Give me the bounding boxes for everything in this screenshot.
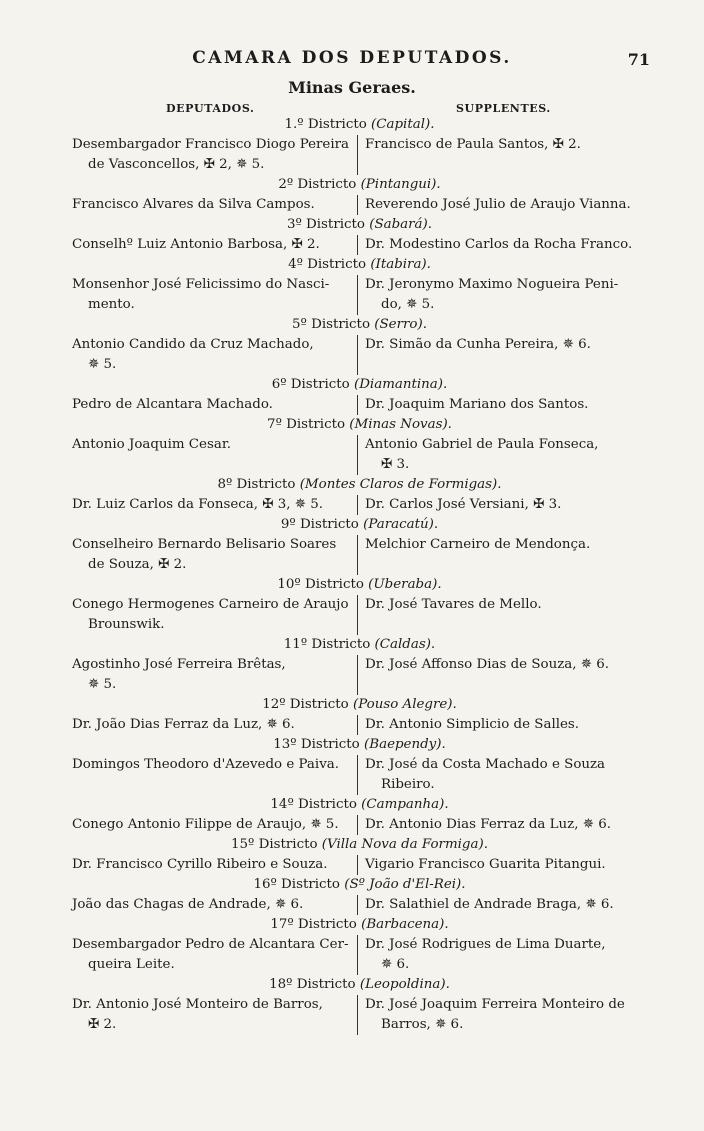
district-name: (Diamantina). — [353, 377, 448, 392]
deputy-line: Dr. João Dias Ferraz da Luz, ✵ 6. — [72, 717, 295, 732]
district-entry — [72, 835, 647, 875]
deputy-cell — [72, 335, 357, 375]
substitute-line: Dr. José Rodrigues de Lima Duarte, — [365, 937, 606, 952]
district-list — [72, 115, 647, 1035]
district-row — [72, 895, 647, 915]
district-heading — [72, 315, 647, 335]
substitute-cell — [357, 995, 647, 1035]
substitute-line: Dr. Jeronymo Maximo Nogueira Peni- — [365, 277, 619, 292]
district-row — [72, 535, 647, 575]
district-heading — [72, 475, 647, 495]
district-row — [72, 655, 647, 695]
district-name: (Barbacena). — [361, 917, 449, 932]
district-number: 15º Districto — [231, 837, 318, 852]
district-heading — [72, 795, 647, 815]
district-name: (Itabira). — [370, 257, 431, 272]
district-row — [72, 195, 647, 215]
deputy-line: João das Chagas de Andrade, ✵ 6. — [72, 897, 304, 912]
deputy-line: Dr. Luiz Carlos da Fonseca, ✠ 3, ✵ 5. — [72, 497, 324, 512]
district-entry — [72, 175, 647, 215]
district-entry — [72, 575, 647, 635]
substitute-line: Dr. José Tavares de Mello. — [365, 597, 542, 612]
district-name: (Leopoldina). — [359, 977, 450, 992]
substitute-line: Dr. Antonio Dias Ferraz da Luz, ✵ 6. — [365, 817, 611, 832]
substitute-line: Dr. Antonio Simplicio de Salles. — [365, 717, 580, 732]
district-entry — [72, 695, 647, 735]
substitute-line: do, ✵ 5. — [381, 297, 435, 312]
district-number: 14º Districto — [270, 797, 357, 812]
page-number: 71 — [627, 50, 650, 69]
deputy-line: Antonio Candido da Cruz Machado, — [72, 337, 314, 352]
district-name: (Montes Claros de Formigas). — [299, 477, 502, 492]
district-row — [72, 815, 647, 835]
district-number: 9º Districto — [280, 517, 359, 532]
running-head — [0, 48, 704, 72]
deputy-cell — [72, 495, 357, 515]
district-heading — [72, 875, 647, 895]
deputy-line: mento. — [88, 297, 135, 312]
district-name: (Baependy). — [364, 737, 446, 752]
district-number: 8º Districto — [217, 477, 296, 492]
district-name: (Sabará). — [369, 217, 433, 232]
deputy-line: Monsenhor José Felicissimo do Nasci- — [72, 277, 330, 292]
district-name: (Paracatú). — [363, 517, 439, 532]
district-row — [72, 395, 647, 415]
substitute-cell — [357, 595, 647, 635]
district-entry — [72, 215, 647, 255]
district-number: 10º Districto — [277, 577, 364, 592]
district-heading — [72, 115, 647, 135]
deputy-cell — [72, 595, 357, 635]
district-number: 6º Districto — [271, 377, 350, 392]
district-row — [72, 435, 647, 475]
district-number: 3º Districto — [286, 217, 365, 232]
district-number: 5º Districto — [292, 317, 371, 332]
district-name: (Campanha). — [361, 797, 449, 812]
substitute-line: Dr. José Affonso Dias de Souza, ✵ 6. — [365, 657, 610, 672]
deputy-line: Desembargador Francisco Diogo Pereira — [72, 137, 350, 152]
substitute-cell — [357, 935, 647, 975]
district-entry — [72, 735, 647, 795]
district-number: 1.º Districto — [284, 117, 367, 132]
district-entry — [72, 975, 647, 1035]
running-title: CAMARA DOS DEPUTADOS. — [192, 48, 512, 68]
deputy-cell — [72, 235, 357, 255]
substitute-cell — [357, 395, 647, 415]
substitute-cell — [357, 895, 647, 915]
district-entry — [72, 255, 647, 315]
deputy-cell — [72, 535, 357, 575]
district-heading — [72, 515, 647, 535]
district-name: (Uberaba). — [368, 577, 442, 592]
district-name: (Pintangui). — [360, 177, 441, 192]
column-heading-substitutes: SUPPLENTES. — [456, 102, 551, 115]
district-heading — [72, 635, 647, 655]
district-entry — [72, 375, 647, 415]
substitute-cell — [357, 195, 647, 215]
deputy-line: Desembargador Pedro de Alcantara Cer- — [72, 937, 349, 952]
district-row — [72, 495, 647, 515]
deputy-line: ✵ 5. — [88, 677, 117, 692]
district-heading — [72, 835, 647, 855]
deputy-cell — [72, 995, 357, 1035]
district-entry — [72, 915, 647, 975]
deputy-cell — [72, 715, 357, 735]
district-row — [72, 935, 647, 975]
substitute-line: ✵ 6. — [381, 957, 410, 972]
deputy-line: de Souza, ✠ 2. — [88, 557, 187, 572]
substitute-cell — [357, 815, 647, 835]
district-heading — [72, 375, 647, 395]
district-number: 16º Districto — [253, 877, 340, 892]
substitute-line: Dr. José Joaquim Ferreira Monteiro de — [365, 997, 625, 1012]
substitute-line: Vigario Francisco Guarita Pitangui. — [365, 857, 606, 872]
district-name: (Villa Nova da Formiga). — [321, 837, 488, 852]
district-number: 2º Districto — [278, 177, 357, 192]
substitute-cell — [357, 495, 647, 515]
district-row — [72, 995, 647, 1035]
substitute-cell — [357, 275, 647, 315]
state-title: Minas Geraes. — [288, 78, 416, 97]
substitute-cell — [357, 135, 647, 175]
deputy-line: Antonio Joaquim Cesar. — [72, 437, 232, 452]
substitute-line: Dr. José da Costa Machado e Souza — [365, 757, 606, 772]
substitute-cell — [357, 855, 647, 875]
deputy-line: Dr. Francisco Cyrillo Ribeiro e Souza. — [72, 857, 328, 872]
district-name: (Pouso Alegre). — [352, 697, 457, 712]
district-name: (Caldas). — [374, 637, 436, 652]
district-entry — [72, 415, 647, 475]
deputy-cell — [72, 755, 357, 795]
deputy-cell — [72, 435, 357, 475]
district-row — [72, 135, 647, 175]
district-heading — [72, 695, 647, 715]
deputy-cell — [72, 855, 357, 875]
district-heading — [72, 255, 647, 275]
district-heading — [72, 975, 647, 995]
district-name: (Sº João d'El-Rei). — [344, 877, 466, 892]
deputy-line: Domingos Theodoro d'Azevedo e Paiva. — [72, 757, 340, 772]
district-entry — [72, 515, 647, 575]
substitute-line: Reverendo José Julio de Araujo Vianna. — [365, 197, 631, 212]
substitute-cell — [357, 755, 647, 795]
substitute-line: Dr. Joaquim Mariano dos Santos. — [365, 397, 589, 412]
substitute-line: ✠ 3. — [381, 457, 410, 472]
district-row — [72, 275, 647, 315]
substitute-line: Dr. Simão da Cunha Pereira, ✵ 6. — [365, 337, 591, 352]
deputy-line: de Vasconcellos, ✠ 2, ✵ 5. — [88, 157, 265, 172]
deputy-cell — [72, 135, 357, 175]
district-row — [72, 855, 647, 875]
substitute-line: Barros, ✵ 6. — [381, 1017, 464, 1032]
deputy-cell — [72, 935, 357, 975]
deputy-line: Agostinho José Ferreira Brêtas, — [72, 657, 286, 672]
substitute-cell — [357, 235, 647, 255]
substitute-cell — [357, 435, 647, 475]
district-row — [72, 335, 647, 375]
deputy-line: ✵ 5. — [88, 357, 117, 372]
deputy-line: Conselhº Luiz Antonio Barbosa, ✠ 2. — [72, 237, 320, 252]
deputy-cell — [72, 275, 357, 315]
substitute-line: Dr. Salathiel de Andrade Braga, ✵ 6. — [365, 897, 614, 912]
district-number: 13º Districto — [273, 737, 360, 752]
deputy-line: Brounswik. — [88, 617, 165, 632]
substitute-cell — [357, 655, 647, 695]
district-heading — [72, 915, 647, 935]
district-entry — [72, 635, 647, 695]
district-name: (Serro). — [374, 317, 427, 332]
substitute-line: Dr. Carlos José Versiani, ✠ 3. — [365, 497, 562, 512]
deputy-line: Conego Antonio Filippe de Araujo, ✵ 5. — [72, 817, 339, 832]
deputy-line: Pedro de Alcantara Machado. — [72, 397, 273, 412]
deputy-line: ✠ 2. — [88, 1017, 117, 1032]
district-name: (Capital). — [371, 117, 435, 132]
district-heading — [72, 735, 647, 755]
district-number: 18º Districto — [269, 977, 356, 992]
district-heading — [72, 575, 647, 595]
substitute-line: Dr. Modestino Carlos da Rocha Franco. — [365, 237, 633, 252]
district-number: 12º Districto — [262, 697, 349, 712]
deputy-line: queira Leite. — [88, 957, 175, 972]
substitute-line: Melchior Carneiro de Mendonça. — [365, 537, 591, 552]
substitute-cell — [357, 715, 647, 735]
column-heading-deputies: DEPUTADOS. — [166, 102, 255, 115]
substitute-line: Antonio Gabriel de Paula Fonseca, — [365, 437, 599, 452]
district-name: (Minas Novas). — [349, 417, 452, 432]
deputy-line: Conselheiro Bernardo Belisario Soares — [72, 537, 337, 552]
deputy-line: Dr. Antonio José Monteiro de Barros, — [72, 997, 323, 1012]
district-row — [72, 755, 647, 795]
district-heading — [72, 175, 647, 195]
deputy-cell — [72, 815, 357, 835]
substitute-cell — [357, 535, 647, 575]
deputy-cell — [72, 895, 357, 915]
district-heading — [72, 215, 647, 235]
district-entry — [72, 795, 647, 835]
deputy-cell — [72, 655, 357, 695]
district-entry — [72, 475, 647, 515]
deputy-line: Conego Hermogenes Carneiro de Araujo — [72, 597, 349, 612]
district-heading — [72, 415, 647, 435]
district-entry — [72, 875, 647, 915]
district-row — [72, 715, 647, 735]
district-row — [72, 595, 647, 635]
deputy-cell — [72, 195, 357, 215]
district-entry — [72, 115, 647, 175]
district-number: 7º Districto — [267, 417, 346, 432]
deputy-cell — [72, 395, 357, 415]
substitute-cell — [357, 335, 647, 375]
district-number: 17º Districto — [270, 917, 357, 932]
district-entry — [72, 315, 647, 375]
district-number: 11º Districto — [283, 637, 371, 652]
district-number: 4º Districto — [288, 257, 367, 272]
substitute-line: Francisco de Paula Santos, ✠ 2. — [365, 137, 581, 152]
deputy-line: Francisco Alvares da Silva Campos. — [72, 197, 315, 212]
district-row — [72, 235, 647, 255]
substitute-line: Ribeiro. — [381, 777, 435, 792]
